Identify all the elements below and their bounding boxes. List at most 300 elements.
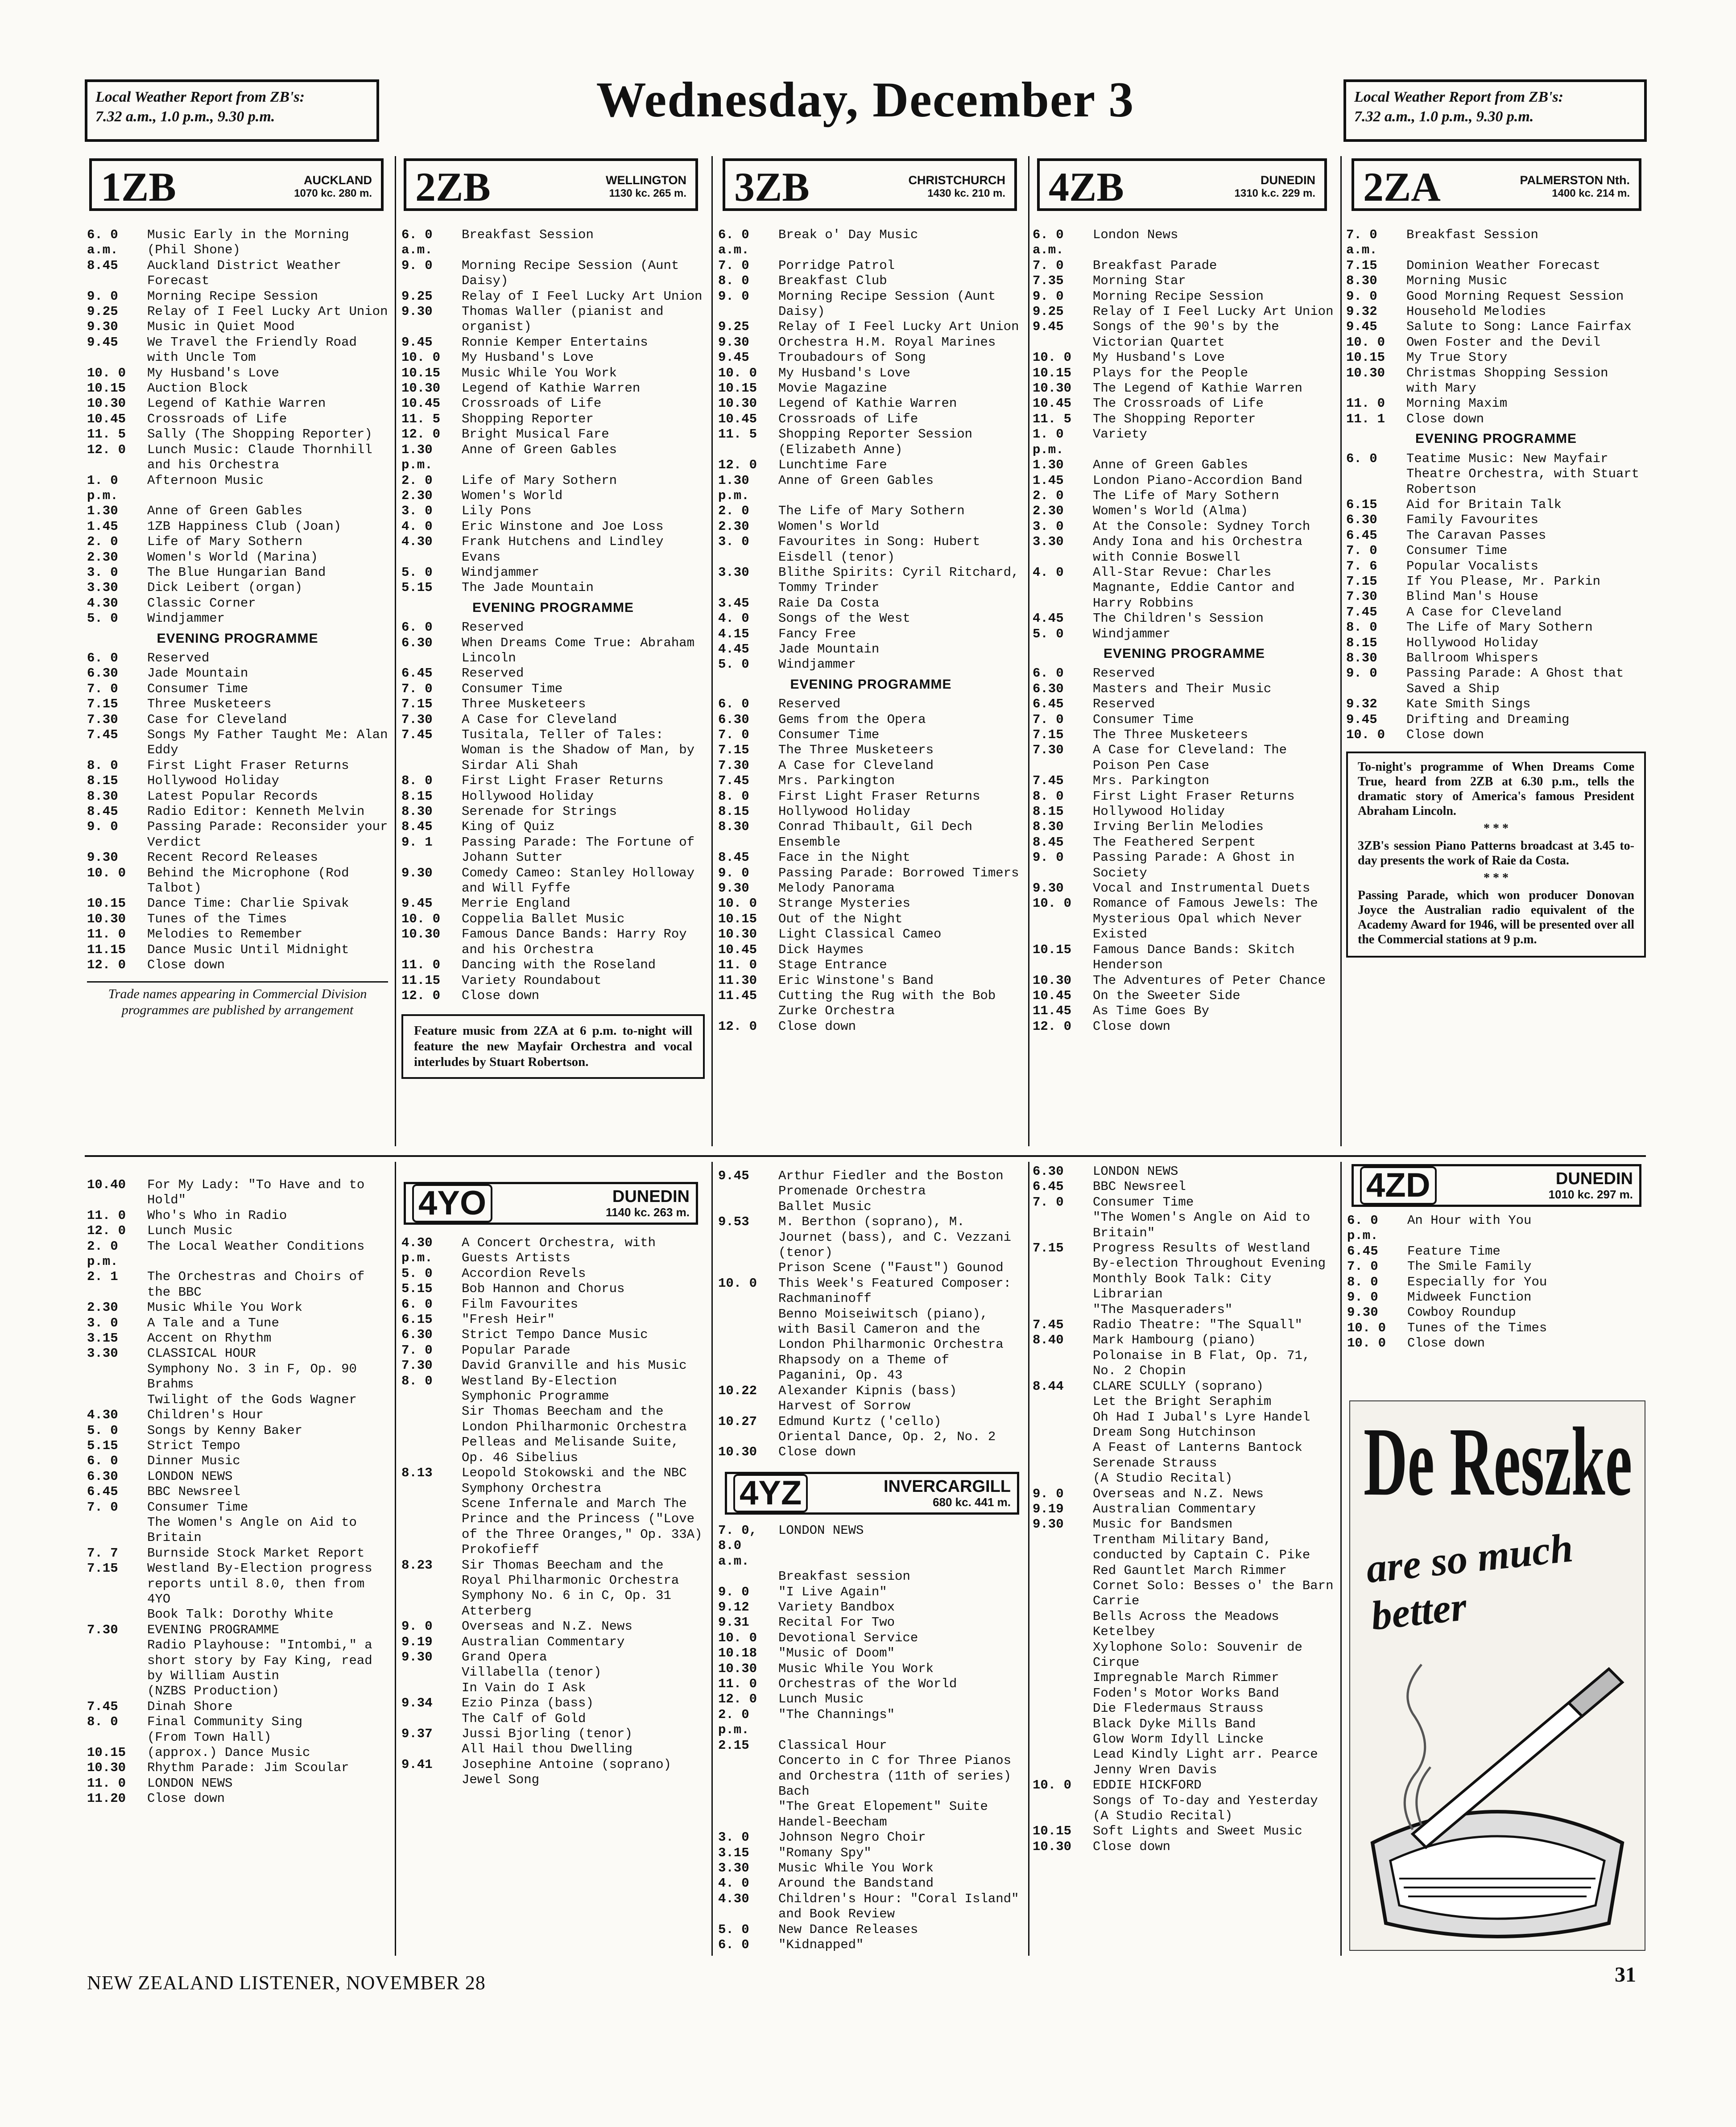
evening-listings bbox=[1346, 451, 1646, 743]
section-rule bbox=[85, 1155, 1646, 1157]
listing-time: 8.23 bbox=[401, 1557, 433, 1573]
listing-program: The Life of Mary Sothern bbox=[1093, 488, 1279, 503]
listing-row bbox=[1346, 620, 1646, 635]
listing-row bbox=[718, 611, 1024, 626]
column-rule bbox=[1340, 156, 1342, 1146]
listing-row bbox=[1346, 273, 1646, 289]
listing-time: 8.30 bbox=[1346, 650, 1377, 665]
listing-program: Film Favourites bbox=[462, 1297, 579, 1312]
listing-row bbox=[718, 1429, 1024, 1445]
listing-row bbox=[718, 1445, 1024, 1460]
listing-program: Crossroads of Life bbox=[462, 396, 602, 411]
note-separator: * * * bbox=[1484, 822, 1509, 836]
listing-time bbox=[87, 1684, 147, 1699]
listing-row bbox=[87, 550, 388, 565]
listing-time: 9.45 bbox=[401, 335, 433, 350]
listing-row bbox=[718, 1892, 1024, 1922]
listing-program: "Romany Spy" bbox=[778, 1845, 872, 1860]
station-call: 3ZB bbox=[734, 164, 810, 210]
listing-time: 6.30 bbox=[401, 635, 433, 650]
listing-row bbox=[87, 1346, 388, 1361]
listing-row bbox=[1346, 605, 1646, 620]
listing-program: Good Morning Request Session bbox=[1406, 289, 1624, 304]
listing-time: 8.30 bbox=[1346, 273, 1377, 289]
station-freq: 1310 k.c. 229 m. bbox=[1234, 187, 1315, 199]
listing-time: 10. 0 bbox=[1033, 1778, 1072, 1793]
listing-program: Anne of Green Gables bbox=[778, 473, 934, 488]
listing-time: 10.40 bbox=[87, 1177, 126, 1192]
listing-program: Die Fledermaus Strauss bbox=[1093, 1701, 1264, 1716]
listing-program: Drifting and Dreaming bbox=[1406, 712, 1570, 727]
listing-time bbox=[87, 1730, 147, 1745]
listing-row bbox=[87, 319, 388, 335]
listing-time: 7. 0 bbox=[87, 1499, 118, 1515]
listing-row bbox=[87, 958, 388, 973]
listing-program: Westland By-Election bbox=[462, 1373, 617, 1388]
listing-program: LONDON NEWS bbox=[778, 1523, 864, 1538]
listing-time: 12. 0 bbox=[87, 958, 126, 973]
evening-listings bbox=[87, 651, 388, 973]
listing-time: 10. 0 bbox=[87, 865, 126, 880]
listing-row bbox=[401, 1772, 705, 1788]
listing-time: 7.45 bbox=[1346, 604, 1377, 620]
listing-time bbox=[1033, 1609, 1093, 1640]
listing-program: My Husband's Love bbox=[778, 365, 910, 380]
listing-time bbox=[1033, 1809, 1093, 1824]
listing-row bbox=[718, 1399, 1024, 1414]
listing-time: 4. 0 bbox=[718, 611, 749, 626]
listing-row bbox=[1033, 1487, 1336, 1502]
listing-row bbox=[718, 1414, 1024, 1429]
schedule-2zb bbox=[401, 227, 705, 1146]
listing-time: 9.45 bbox=[1033, 319, 1064, 335]
listing-row bbox=[718, 819, 1024, 850]
listing-program: Reserved bbox=[1093, 666, 1155, 681]
listing-time: 4.30 bbox=[87, 595, 118, 611]
listing-program: The Orchestras and Choirs of the BBC bbox=[147, 1269, 365, 1300]
listing-time: 10.27 bbox=[718, 1414, 757, 1429]
listing-program: Cowboy Roundup bbox=[1407, 1305, 1516, 1320]
listing-time: 4.30 bbox=[87, 1408, 118, 1423]
listing-row bbox=[1033, 366, 1336, 381]
listing-row bbox=[87, 727, 388, 758]
listing-time: 8.13 bbox=[401, 1466, 433, 1481]
ad-brand: De Reszke bbox=[1364, 1407, 1633, 1516]
listing-row bbox=[1033, 381, 1336, 396]
column-rule bbox=[395, 156, 396, 1146]
schedule-lower-1 bbox=[87, 1177, 388, 1958]
listing-row bbox=[1346, 335, 1646, 350]
listing-row bbox=[718, 804, 1024, 819]
listing-program: "The Great Elopement" Suite Handel-Beecham bbox=[778, 1799, 988, 1830]
listing-time: 8.30 bbox=[87, 789, 118, 804]
listing-time: 4.30 bbox=[401, 534, 433, 549]
listing-row bbox=[1033, 565, 1336, 611]
listing-time: 9. 0 bbox=[401, 1619, 433, 1634]
listing-time: 6. 0 bbox=[87, 650, 118, 665]
listing-program: Alexander Kipnis (bass) bbox=[778, 1383, 957, 1398]
station-header-3zb bbox=[723, 158, 1017, 211]
listing-program: Reserved bbox=[462, 620, 524, 635]
listing-program: When Dreams Come True: Abraham Lincoln bbox=[462, 635, 695, 665]
listing-program: Close down bbox=[147, 958, 225, 973]
schedule-lower-4 bbox=[1033, 1164, 1336, 1958]
listing-time: 3.15 bbox=[87, 1331, 118, 1346]
listing-time: 8. 0 bbox=[1346, 620, 1377, 635]
listing-program: Thomas Waller (pianist and organist) bbox=[462, 304, 664, 335]
listing-program: Recital For Two bbox=[778, 1615, 895, 1630]
listing-program: Songs of the 90's by the Victorian Quartet bbox=[1093, 319, 1279, 350]
listing-program: Reserved bbox=[462, 666, 524, 681]
station-city: PALMERSTON Nth. bbox=[1520, 173, 1630, 187]
listing-row bbox=[718, 350, 1024, 365]
listing-time: 5.15 bbox=[401, 1281, 433, 1297]
listing-time: 11.45 bbox=[1033, 1004, 1072, 1019]
listing-program: Dick Leibert (organ) bbox=[147, 580, 303, 595]
listing-row bbox=[1033, 1241, 1336, 1272]
listing-row bbox=[718, 366, 1024, 381]
listing-time: 7.30 bbox=[401, 1358, 433, 1373]
listing-row bbox=[87, 504, 388, 519]
listing-time: 7.15 bbox=[1346, 574, 1377, 589]
listing-program: Passing Parade: Borrowed Timers bbox=[778, 865, 1019, 880]
listing-row bbox=[718, 1585, 1024, 1600]
listing-row bbox=[1033, 1563, 1336, 1578]
listing-program: EVENING PROGRAMME bbox=[147, 1622, 279, 1637]
listing-row bbox=[87, 712, 388, 727]
listing-program: Consumer Time bbox=[1406, 543, 1508, 558]
listing-program: BBC Newsreel bbox=[147, 1484, 240, 1499]
listing-time bbox=[87, 1638, 147, 1684]
listing-program: Let the Bright Seraphim bbox=[1093, 1394, 1272, 1409]
listing-program: Morning Star bbox=[1093, 273, 1186, 289]
listing-program: Troubadours of Song bbox=[778, 350, 926, 365]
listing-row bbox=[1033, 804, 1336, 819]
listing-program: Close down bbox=[147, 1791, 225, 1806]
listing-time: 7.45 bbox=[401, 727, 433, 742]
listing-time: 7.15 bbox=[1346, 258, 1377, 273]
listing-row bbox=[87, 396, 388, 411]
listing-row bbox=[401, 866, 705, 896]
listing-time: 10. 0 bbox=[1033, 896, 1072, 911]
listing-program: The Three Musketeers bbox=[778, 743, 934, 758]
listing-time bbox=[87, 1515, 147, 1546]
listing-row bbox=[401, 1235, 705, 1266]
listing-time: 4.15 bbox=[718, 626, 749, 641]
listing-program: (A Studio Recital) bbox=[1093, 1471, 1233, 1486]
listing-row bbox=[401, 1404, 705, 1435]
listing-program: Relay of I Feel Lucky Art Union bbox=[778, 319, 1019, 335]
listing-time: 4.30 bbox=[718, 1891, 749, 1906]
listing-time: 6. 0 bbox=[401, 620, 433, 635]
listing-row bbox=[87, 1208, 388, 1223]
listing-program: Hollywood Holiday bbox=[778, 804, 910, 819]
listing-row bbox=[401, 442, 705, 473]
listing-program: Lunchtime Fare bbox=[778, 458, 887, 473]
listing-time: 9.53 bbox=[718, 1214, 749, 1230]
listing-row bbox=[718, 896, 1024, 911]
listing-program: Close down bbox=[778, 1019, 856, 1034]
listing-program: Close down bbox=[778, 1445, 856, 1460]
listing-program: Jade Mountain bbox=[778, 641, 880, 657]
listing-row bbox=[87, 896, 388, 911]
listing-program: Breakfast session bbox=[778, 1569, 910, 1584]
listing-row bbox=[87, 1392, 388, 1408]
listing-program: Famous Dance Bands: Skitch Henderson bbox=[1093, 942, 1295, 973]
listing-program: Reserved bbox=[1093, 697, 1155, 712]
listing-program: Monthly Book Talk: City Librarian bbox=[1093, 1271, 1272, 1302]
listing-row bbox=[718, 958, 1024, 973]
listing-time: 11.45 bbox=[718, 988, 757, 1003]
listing-row bbox=[87, 1223, 388, 1239]
listing-time bbox=[401, 1588, 462, 1619]
listing-program: Women's World bbox=[778, 519, 880, 534]
listing-program: Tunes of the Times bbox=[147, 911, 287, 926]
listing-program: Crossroads of Life bbox=[778, 411, 918, 426]
listing-row bbox=[718, 1019, 1024, 1034]
listing-time: 9.37 bbox=[401, 1726, 433, 1741]
listing-time: 10. 0 bbox=[1033, 350, 1072, 365]
listing-time: 3. 0 bbox=[87, 565, 118, 580]
listing-row bbox=[87, 758, 388, 773]
listing-time: 9. 1 bbox=[401, 834, 433, 850]
listing-program: King of Quiz bbox=[462, 819, 555, 834]
listing-row bbox=[1033, 712, 1336, 727]
listing-time: 10.15 bbox=[1346, 350, 1385, 365]
listing-row bbox=[87, 258, 388, 289]
listing-time bbox=[1033, 1302, 1093, 1318]
listing-time: 1. 0 p.m. bbox=[1033, 427, 1064, 457]
listing-program: Accent on Rhythm bbox=[147, 1331, 272, 1346]
listing-time bbox=[1033, 1717, 1093, 1732]
listing-row bbox=[718, 458, 1024, 473]
listing-row bbox=[1033, 534, 1336, 565]
listing-row bbox=[87, 1362, 388, 1392]
listing-row bbox=[87, 304, 388, 319]
evening-heading: EVENING PROGRAMME bbox=[157, 631, 318, 646]
listing-program: Edmund Kurtz ('cello) bbox=[778, 1414, 942, 1429]
listing-time: 10.45 bbox=[718, 942, 757, 957]
listing-time: 11. 0 bbox=[87, 927, 126, 942]
listing-row bbox=[87, 1500, 388, 1515]
listing-program: Breakfast Session bbox=[1406, 227, 1538, 242]
listing-program: Passing Parade: Reconsider your Verdict bbox=[147, 819, 388, 850]
listing-program: Strange Mysteries bbox=[778, 896, 910, 911]
listing-program: First Light Fraser Returns bbox=[778, 789, 980, 804]
listing-row bbox=[718, 519, 1024, 534]
listing-row bbox=[87, 912, 388, 927]
listing-time: 8.40 bbox=[1033, 1333, 1064, 1348]
listing-row bbox=[401, 988, 705, 1004]
listing-row bbox=[718, 1646, 1024, 1661]
listing-program: Ballet Music bbox=[778, 1199, 872, 1214]
station-city: DUNEDIN bbox=[1555, 1169, 1633, 1188]
listing-program: Close down bbox=[1093, 1019, 1171, 1034]
listing-row bbox=[401, 412, 705, 427]
listing-row bbox=[1033, 627, 1336, 642]
station-freq: 1140 kc. 263 m. bbox=[606, 1205, 690, 1219]
listing-program: A Case for Cleveland bbox=[462, 712, 617, 727]
column-rule bbox=[711, 156, 713, 1146]
listing-time: 5.15 bbox=[87, 1438, 118, 1453]
listing-row bbox=[87, 381, 388, 396]
listing-program: Songs of the West bbox=[778, 611, 910, 626]
listing-row bbox=[87, 366, 388, 381]
listing-row bbox=[87, 866, 388, 896]
listing-program: Shopping Reporter bbox=[462, 411, 594, 426]
listing-time: 7. 0 bbox=[1033, 712, 1064, 727]
listing-time: 10.30 bbox=[401, 381, 441, 396]
listing-time: 2.30 bbox=[401, 488, 433, 503]
listing-program: Windjammer bbox=[147, 611, 225, 626]
listing-time bbox=[718, 1399, 778, 1414]
listing-row bbox=[1033, 1318, 1336, 1333]
listing-row bbox=[1033, 1824, 1336, 1839]
listing-program: Lead Kindly Light arr. Pearce bbox=[1093, 1747, 1318, 1762]
listing-row bbox=[718, 712, 1024, 727]
listing-program: Music Early in the Morning (Phil Shone) bbox=[147, 227, 349, 258]
listing-time: 10.15 bbox=[87, 896, 126, 911]
listings bbox=[87, 1177, 388, 1807]
evening-listings bbox=[1033, 666, 1336, 1034]
listing-program: Windjammer bbox=[1093, 626, 1171, 641]
station-city: DUNEDIN bbox=[1260, 173, 1315, 187]
listing-time: 10. 0 bbox=[401, 911, 441, 926]
station-freq: 680 kc. 441 m. bbox=[933, 1495, 1011, 1509]
listing-program: Strict Tempo bbox=[147, 1438, 240, 1453]
listing-time: 6. 0 p.m. bbox=[1347, 1213, 1378, 1243]
listing-program: Music for Bandsmen bbox=[1093, 1517, 1233, 1532]
listing-time: 5. 0 bbox=[718, 1922, 749, 1937]
listing-row bbox=[401, 896, 705, 911]
listing-time bbox=[1033, 1425, 1093, 1440]
listing-time: 6.30 bbox=[87, 666, 118, 681]
listing-program: Favourites in Song: Hubert Eisdell (tenor) bbox=[778, 534, 980, 565]
listing-time: 9.30 bbox=[87, 850, 118, 865]
listing-program: On the Sweeter Side bbox=[1093, 988, 1240, 1003]
listing-row bbox=[401, 1389, 705, 1404]
listing-row bbox=[1033, 1763, 1336, 1778]
listing-row bbox=[1033, 1809, 1336, 1824]
listing-program: Dance Music Until Midnight bbox=[147, 942, 349, 957]
listing-program: Women's World (Alma) bbox=[1093, 504, 1248, 519]
listing-row bbox=[401, 1281, 705, 1297]
listing-row bbox=[87, 1623, 388, 1638]
listing-row bbox=[1033, 1747, 1336, 1762]
listing-program: Jenny Wren Davis bbox=[1093, 1762, 1217, 1777]
listing-program: A Case for Cleveland bbox=[1406, 604, 1562, 620]
listing-time: 12. 0 bbox=[1033, 1019, 1072, 1034]
listing-row bbox=[401, 396, 705, 411]
listing-time: 1.45 bbox=[87, 519, 118, 534]
listing-program: My Husband's Love bbox=[1093, 350, 1225, 365]
listing-time: 9. 0 bbox=[1033, 850, 1064, 865]
listing-program: Midweek Function bbox=[1407, 1290, 1532, 1305]
listing-row bbox=[1346, 636, 1646, 651]
listing-time: 6.45 bbox=[1347, 1243, 1378, 1259]
listing-program: Owen Foster and the Devil bbox=[1406, 335, 1601, 350]
listing-program: Stage Entrance bbox=[778, 958, 887, 973]
listing-row bbox=[87, 596, 388, 611]
listing-row bbox=[718, 1600, 1024, 1615]
listing-row bbox=[1033, 350, 1336, 365]
listing-time: 6. 0 bbox=[718, 1937, 749, 1952]
listing-program: Anne of Green Gables bbox=[147, 504, 303, 519]
listing-row bbox=[401, 1742, 705, 1757]
listing-time: 10.22 bbox=[718, 1383, 757, 1398]
note-paragraph: To-night's programme of When Dreams Come True, heard from 2ZB at 6.30 p.m., tells the dramatic story of America's famous President Abraham Lincoln. bbox=[1358, 760, 1634, 818]
listing-time bbox=[1033, 1394, 1093, 1409]
listing-row bbox=[718, 727, 1024, 743]
listing-program: Eric Winstone's Band bbox=[778, 973, 934, 988]
listing-program: Shopping Reporter Session (Elizabeth Anne) bbox=[778, 427, 973, 457]
listing-time: 12. 0 bbox=[87, 442, 126, 457]
listing-program: Morning Maxim bbox=[1406, 396, 1508, 411]
listing-row bbox=[718, 697, 1024, 712]
listing-program: (A Studio Recital) bbox=[1093, 1809, 1233, 1824]
listing-program: "The Channings" bbox=[778, 1707, 895, 1722]
listing-program: Glow Worm Idyll Lincke bbox=[1093, 1732, 1264, 1747]
listing-time: 3.30 bbox=[1033, 534, 1064, 549]
listing-time: 9.25 bbox=[401, 289, 433, 304]
listing-row bbox=[1346, 528, 1646, 543]
listing-row bbox=[401, 727, 705, 773]
listing-row bbox=[401, 620, 705, 635]
listing-row bbox=[401, 804, 705, 819]
listing-time: 9.19 bbox=[1033, 1501, 1064, 1516]
listing-time: 8. 0 bbox=[401, 773, 433, 789]
listing-program: Coppelia Ballet Music bbox=[462, 911, 625, 926]
listing-program: Case for Cleveland bbox=[147, 712, 287, 727]
weather-label: Local Weather Report from ZB's: bbox=[95, 89, 305, 105]
station-freq: 1430 kc. 210 m. bbox=[927, 187, 1005, 199]
listing-row bbox=[1033, 896, 1336, 942]
listing-program: For My Lady: "To Have and to Hold" bbox=[147, 1177, 365, 1208]
listing-time: 8.30 bbox=[718, 819, 749, 834]
listing-time: 12. 0 bbox=[718, 1019, 757, 1034]
listing-program: Overseas and N.Z. News bbox=[1093, 1486, 1264, 1501]
listing-program: A Tale and a Tune bbox=[147, 1315, 279, 1330]
listing-row bbox=[87, 1607, 388, 1622]
listing-row bbox=[87, 1454, 388, 1469]
listing-program: Teatime Music: New Mayfair Theatre Orchestra, with Stuart Robertson bbox=[1406, 451, 1640, 497]
listing-time: 7. 0 bbox=[1347, 1259, 1378, 1274]
listing-program: Blithe Spirits: Cyril Ritchard, Tommy Trinder bbox=[778, 565, 1019, 595]
listing-program: Twilight of the Gods Wagner bbox=[147, 1392, 357, 1407]
listing-row bbox=[718, 1937, 1024, 1953]
station-freq: 1010 kc. 297 m. bbox=[1548, 1187, 1633, 1201]
listing-row bbox=[87, 1745, 388, 1760]
listing-program: The Shopping Reporter bbox=[1093, 411, 1256, 426]
listing-row bbox=[87, 1408, 388, 1423]
listing-row bbox=[718, 1830, 1024, 1845]
listing-row bbox=[401, 1588, 705, 1619]
listing-row bbox=[1033, 1164, 1336, 1179]
listing-row bbox=[401, 1650, 705, 1665]
listing-program: Relay of I Feel Lucky Art Union bbox=[1093, 304, 1334, 319]
listing-row bbox=[87, 1469, 388, 1484]
listing-program: Recent Record Releases bbox=[147, 850, 318, 865]
listing-row bbox=[718, 789, 1024, 804]
listing-time: 4.45 bbox=[1033, 611, 1064, 626]
listing-row bbox=[401, 835, 705, 866]
listing-program: 1ZB Happiness Club (Joan) bbox=[147, 519, 342, 534]
listing-row bbox=[718, 473, 1024, 504]
listing-program: The Three Musketeers bbox=[1093, 727, 1248, 742]
column-rule bbox=[1340, 1162, 1342, 1956]
listing-time: 2.15 bbox=[718, 1738, 749, 1753]
listing-time: 7.45 bbox=[87, 727, 118, 742]
